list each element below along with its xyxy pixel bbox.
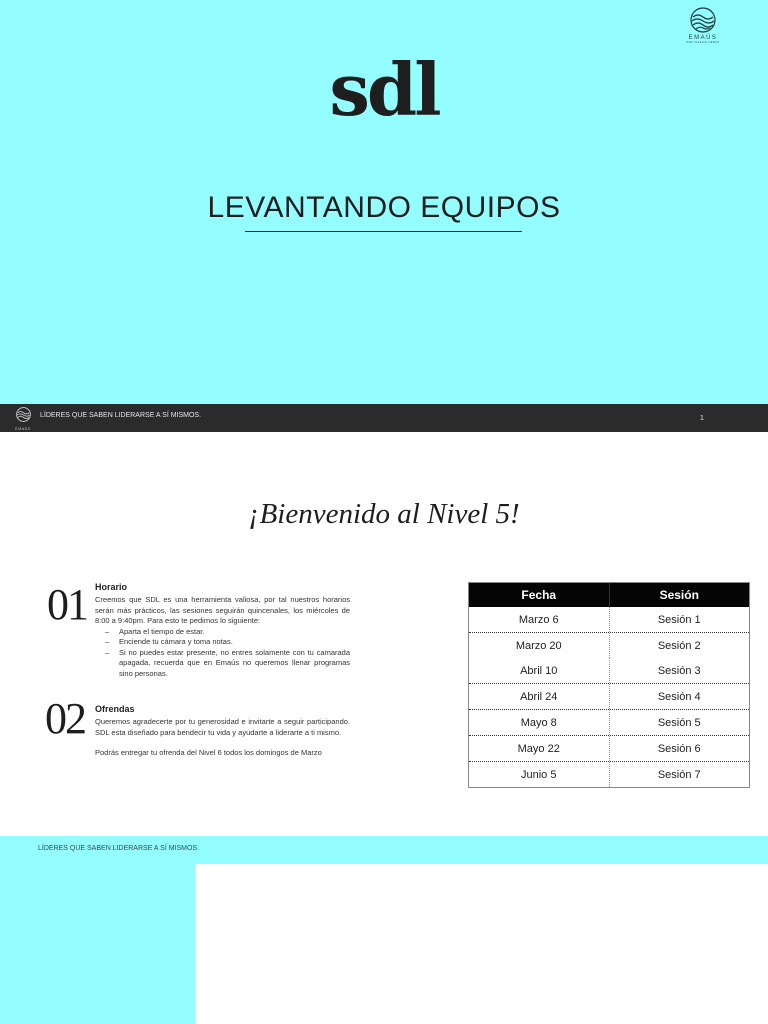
table-cell-date: Marzo 6 — [469, 607, 610, 632]
section-heading: Ofrendas — [95, 704, 135, 714]
section-text-2: Podrás entregar tu ofrenda del Nivel 6 todos los domingos de Marzo — [95, 748, 322, 757]
table-cell-session: Sesión 3 — [657, 664, 701, 677]
section-text: Queremos agradecerte por tu generosidad e invitarte a seguir participando. SDL esta diseñado para bendecir tu vida y ayudarte a liderarte a ti mismo. — [95, 717, 350, 737]
table-cell-date: Mayo 8 — [469, 710, 610, 735]
bullet-list — [95, 627, 350, 680]
table-row — [469, 632, 749, 658]
subtitle-underline — [245, 231, 522, 232]
section-heading: Horario — [95, 582, 128, 592]
welcome-heading: ¡Bienvenido al Nivel 5! — [248, 498, 520, 530]
table-row — [469, 709, 749, 735]
list-item: – Aparta el tiempo de estar. — [119, 627, 350, 638]
footer-logo-text: EMAÚS — [15, 427, 31, 431]
table-cell-date: Mayo 22 — [469, 736, 610, 761]
table-cell-session: Sesión 2 — [657, 639, 701, 652]
header-fecha: Fecha — [469, 583, 610, 607]
logo-subtitle: UNA IGLESIA CERCA — [686, 41, 720, 44]
schedule-table — [468, 582, 750, 788]
table-row — [469, 735, 749, 761]
table-row — [469, 683, 749, 709]
footer-logo — [14, 407, 32, 431]
cover-title: sdl — [329, 47, 439, 132]
table-header — [469, 583, 749, 607]
table-cell-session: Sesión 4 — [657, 690, 701, 703]
table-cell-date: Abril 10 — [469, 658, 610, 683]
section-ofrendas — [95, 704, 350, 759]
section-number-01: 01 — [47, 580, 87, 629]
cover-subtitle: LEVANTANDO EQUIPOS — [207, 191, 561, 224]
slide3-accent-panel — [0, 864, 195, 1024]
slide3-header-band — [0, 836, 768, 864]
slide3-tagline: LÍDERES QUE SABEN LIDERARSE A SÍ MISMOS. — [38, 845, 200, 852]
section-number-02: 02 — [45, 694, 85, 743]
list-item: – Enciende tu cámara y toma notas. — [119, 637, 350, 648]
table-cell-date: Junio 5 — [469, 762, 610, 787]
section-text: Creemos que SDL es una herramienta valiosa, por tal nuestros horarios serán más prácticos, las sesiones seguirán quincenales, los miércoles de 8:00 a 9:40pm. Para esto te pedimos lo siguiente: — [95, 595, 350, 625]
section-horario — [95, 582, 350, 679]
cover-slide — [0, 0, 768, 404]
table-cell-session: Sesión 7 — [657, 768, 701, 781]
table-row — [469, 761, 749, 787]
table-cell-date: Marzo 20 — [469, 633, 610, 658]
header-sesion: Sesión — [659, 588, 699, 602]
table-cell-session: Sesión 1 — [657, 613, 701, 626]
page-number: 1 — [700, 415, 704, 422]
table-row — [469, 658, 749, 683]
table-row — [469, 607, 749, 632]
slide-footer — [0, 404, 768, 432]
emaus-logo — [686, 7, 720, 44]
table-cell-date: Abril 24 — [469, 684, 610, 709]
footer-tagline: LÍDERES QUE SABEN LIDERARSE A SÍ MISMOS. — [40, 412, 202, 419]
wave-globe-icon — [690, 7, 716, 33]
logo-wordmark: EMAÚS — [688, 35, 718, 41]
list-item: – Si no puedes estar presente, no entres solamente con tu camarada apagada, recuerda que en Emaús no queremos llenar programas sino personas. — [119, 648, 350, 680]
table-cell-session: Sesión 5 — [657, 716, 701, 729]
wave-globe-icon — [16, 407, 31, 422]
table-cell-session: Sesión 6 — [657, 742, 701, 755]
